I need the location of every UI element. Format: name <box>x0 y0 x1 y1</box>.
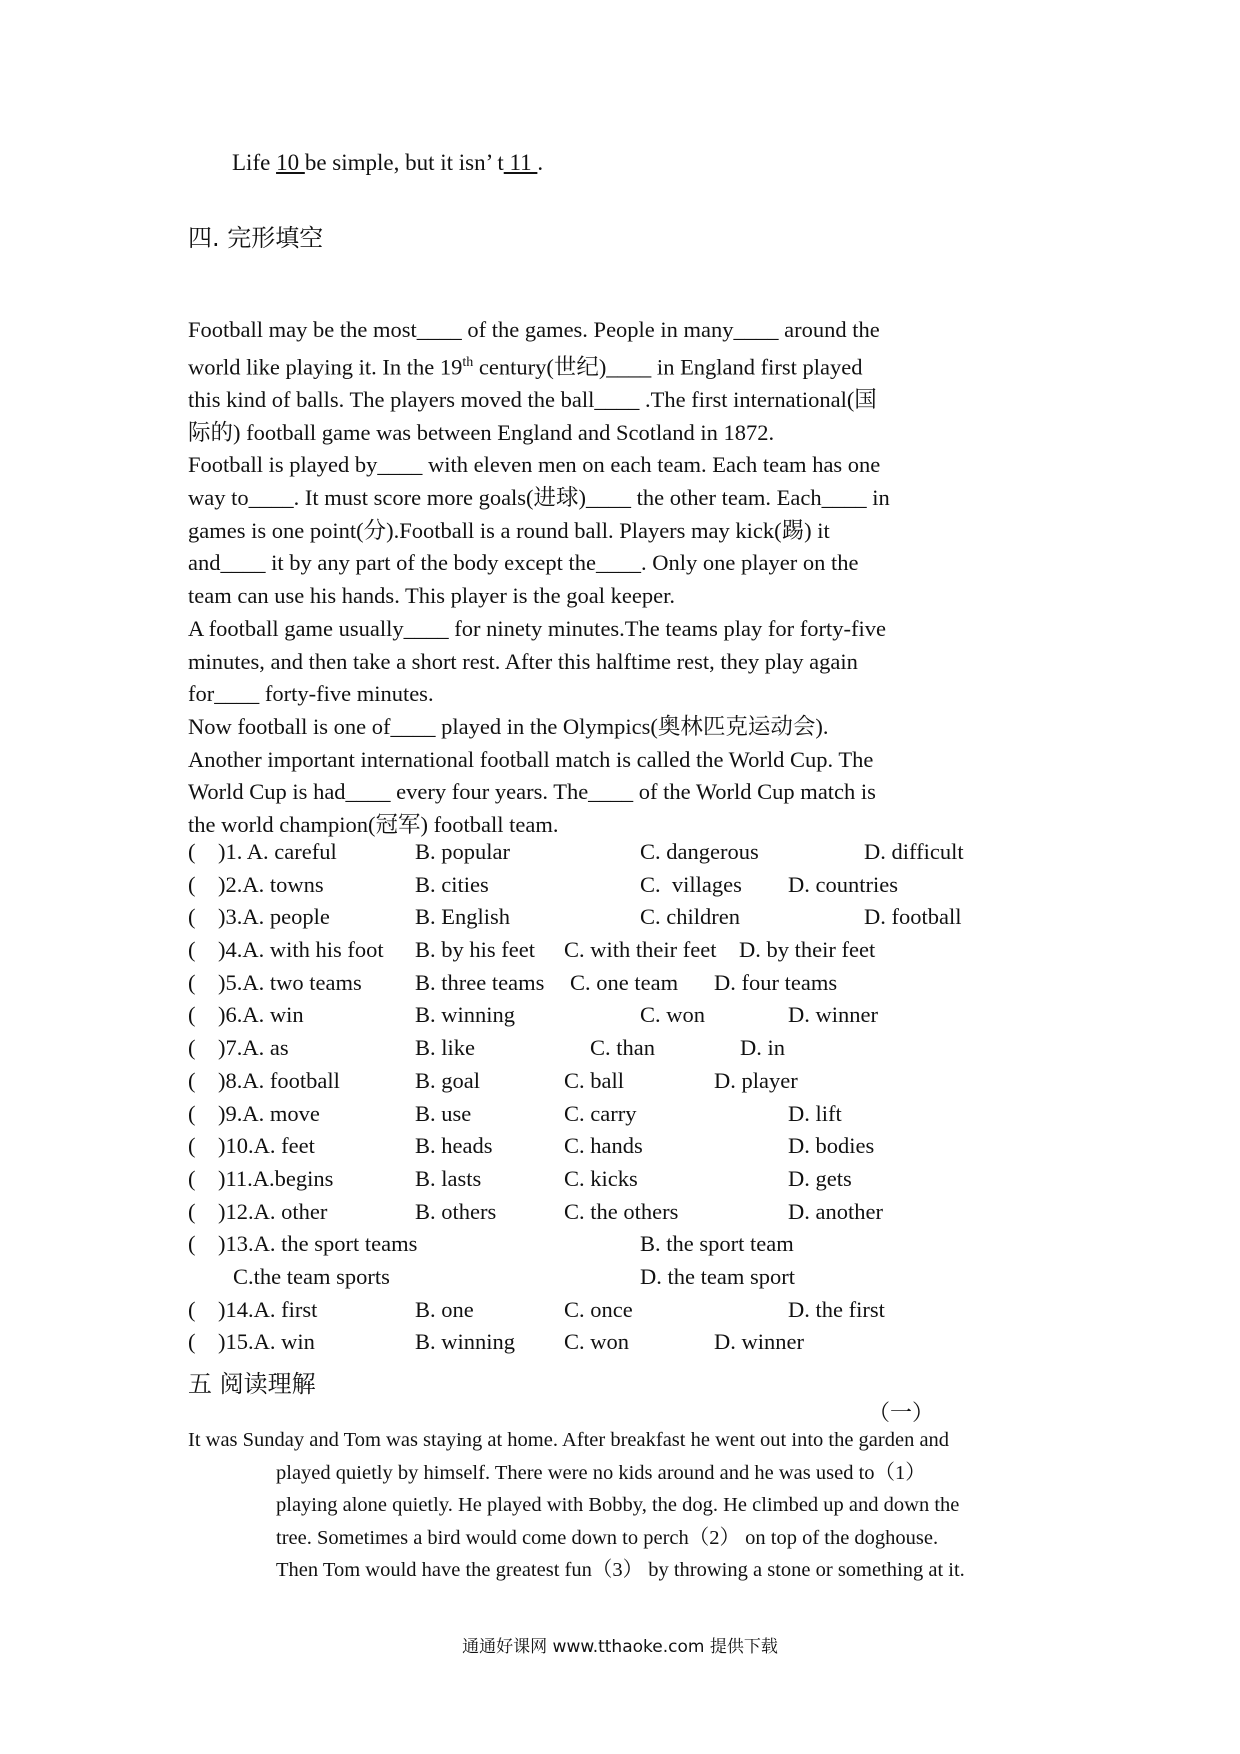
cloze-line: team can use his hands. This player is the goal keeper. <box>188 583 675 609</box>
option-d: D. difficult <box>864 839 964 864</box>
option-b: B. lasts <box>415 1165 482 1191</box>
option-q: ( )8.A. football <box>188 1067 340 1093</box>
option-c: D. the team sport <box>640 1263 795 1289</box>
option-row <box>188 869 1088 902</box>
cloze-line: A football game usually____ for ninety minutes.The teams play for forty-five <box>188 615 886 641</box>
page-footer: 通通好课网 www.tthaoke.com 提供下载 <box>462 1637 778 1657</box>
option-q: ( )1. A. careful <box>188 839 337 864</box>
cloze-line: Now football is one of____ played in the Olympics(奥林匹克运动会). <box>188 713 829 739</box>
option-b: B. English <box>415 904 511 930</box>
reading-line: played quietly by himself. There were no kids around and he was used to（1） <box>276 1461 926 1484</box>
option-row <box>188 1261 1088 1294</box>
option-row <box>188 1065 1088 1098</box>
section-5-title: 五 阅读理解 <box>188 1370 316 1398</box>
option-d: D. football <box>864 904 962 930</box>
cloze-line: games is one point(分).Football is a round ball. Players may kick(踢) it <box>188 517 830 543</box>
option-row <box>188 836 1088 869</box>
option-row <box>188 967 1088 1000</box>
cloze-line: this kind of balls. The players moved the ball____ .The first international(国 <box>188 386 877 412</box>
option-q: ( )6.A. win <box>188 1002 304 1028</box>
option-d: D. by their feet <box>739 937 876 963</box>
cloze-line: 际的) football game was between England and Scotland in 1872. <box>188 419 775 445</box>
option-b: B. winning <box>415 1329 516 1355</box>
option-c: C. villages <box>640 871 742 897</box>
cloze-line: world like playing it. In the 19th century(世纪)____ in England first played <box>188 354 863 380</box>
option-b: B. popular <box>415 839 510 864</box>
option-q: ( )12.A. other <box>188 1198 328 1224</box>
reading-line: Then Tom would have the greatest fun（3） by throwing a stone or something at it. <box>276 1559 965 1581</box>
option-row <box>188 1196 1088 1229</box>
option-q: ( )5.A. two teams <box>188 969 362 995</box>
cloze-line: the world champion(冠军) football team. <box>188 812 559 838</box>
option-c: C. carry <box>564 1100 637 1126</box>
option-b: B. goal <box>415 1067 480 1093</box>
reading-line: tree. Sometimes a bird would come down to perch（2） on top of the doghouse. <box>276 1526 939 1549</box>
option-c: C. once <box>564 1296 633 1322</box>
option-b: B. by his feet <box>415 937 535 963</box>
blank-11: 11 <box>503 150 538 175</box>
cloze-line: and____ it by any part of the body except the____. Only one player on the <box>188 550 859 576</box>
option-c: C. dangerous <box>640 839 759 864</box>
text-end: . <box>537 150 544 175</box>
option-q: ( )3.A. people <box>188 904 330 930</box>
option-d: D. gets <box>788 1165 852 1191</box>
option-d: D. lift <box>788 1100 842 1126</box>
option-row <box>188 1032 1088 1065</box>
option-d: D. countries <box>788 871 898 897</box>
option-d: D. in <box>740 1035 785 1061</box>
option-b: B. winning <box>415 1002 516 1028</box>
option-row <box>188 1294 1088 1327</box>
option-d: D. winner <box>788 1002 878 1028</box>
option-c: C. the others <box>564 1198 679 1224</box>
option-row <box>188 1228 1088 1261</box>
option-row <box>188 934 1088 967</box>
option-q: ( )10.A. feet <box>188 1133 315 1159</box>
option-c: B. the sport team <box>640 1231 794 1257</box>
option-d: D. four teams <box>714 969 838 995</box>
option-row <box>188 1163 1088 1196</box>
option-c: C. ball <box>564 1067 624 1093</box>
cloze-line: way to____. It must score more goals(进球)____ the other team. Each____ in <box>188 485 890 511</box>
option-q: C.the team sports <box>188 1263 390 1289</box>
reading-line: It was Sunday and Tom was staying at home. After breakfast he went out into the garden and <box>188 1429 950 1451</box>
fill-blank-line <box>232 150 543 176</box>
cloze-line: minutes, and then take a short rest. After this halftime rest, they play again <box>188 648 858 674</box>
option-q: ( )9.A. move <box>188 1100 320 1126</box>
option-q: ( )15.A. win <box>188 1329 315 1355</box>
option-q: ( )14.A. first <box>188 1296 318 1322</box>
option-d: D. another <box>788 1198 883 1224</box>
option-b: B. heads <box>415 1133 493 1159</box>
option-b: B. like <box>415 1035 475 1061</box>
option-c: C. with their feet <box>564 937 717 963</box>
option-d: D. the first <box>788 1296 885 1322</box>
reading-line: playing alone quietly. He played with Bobby, the dog. He climbed up and down the <box>276 1494 960 1516</box>
cloze-line: World Cup is had____ every four years. The____ of the World Cup match is <box>188 779 876 805</box>
option-row <box>188 1098 1088 1131</box>
option-c: C. kicks <box>564 1165 638 1191</box>
text-life: Life <box>232 150 277 175</box>
option-q: ( )2.A. towns <box>188 871 324 897</box>
option-row <box>188 901 1088 934</box>
section-4-title: 四. 完形填空 <box>188 224 324 252</box>
blank-10: 10 <box>276 150 305 175</box>
option-b: B. use <box>415 1100 472 1126</box>
option-b: B. cities <box>415 871 489 897</box>
option-q: ( )11.A.begins <box>188 1165 334 1191</box>
cloze-line: Another important international football match is called the World Cup. The <box>188 746 874 772</box>
option-row <box>188 999 1088 1032</box>
cloze-passage <box>188 314 1008 842</box>
cloze-options <box>188 836 1088 1359</box>
option-b: B. one <box>415 1296 474 1322</box>
option-q: ( )13.A. the sport teams <box>188 1231 418 1257</box>
option-q: ( )4.A. with his foot <box>188 937 384 963</box>
option-c: C. won <box>640 1002 706 1028</box>
cloze-line: Football may be the most____ of the games. People in many____ around the <box>188 317 880 342</box>
option-d: D. winner <box>714 1329 804 1355</box>
option-row <box>188 1130 1088 1163</box>
option-row <box>188 1326 1088 1359</box>
option-d: D. player <box>714 1067 798 1093</box>
cloze-line: for____ forty-five minutes. <box>188 681 434 707</box>
option-c: C. one team <box>570 969 679 995</box>
option-b: B. others <box>415 1198 497 1224</box>
option-c: C. hands <box>564 1133 643 1159</box>
option-c: C. children <box>640 904 740 930</box>
option-d: D. bodies <box>788 1133 875 1159</box>
reading-passage-number: （一） <box>868 1401 935 1426</box>
cloze-line: Football is played by____ with eleven men on each team. Each team has one <box>188 452 881 478</box>
text-mid: be simple, but it isn’ t <box>304 150 504 175</box>
reading-passage <box>188 1424 1018 1587</box>
option-c: C. than <box>590 1035 655 1061</box>
option-q: ( )7.A. as <box>188 1035 289 1061</box>
option-b: B. three teams <box>415 969 545 995</box>
option-c: C. won <box>564 1329 630 1355</box>
